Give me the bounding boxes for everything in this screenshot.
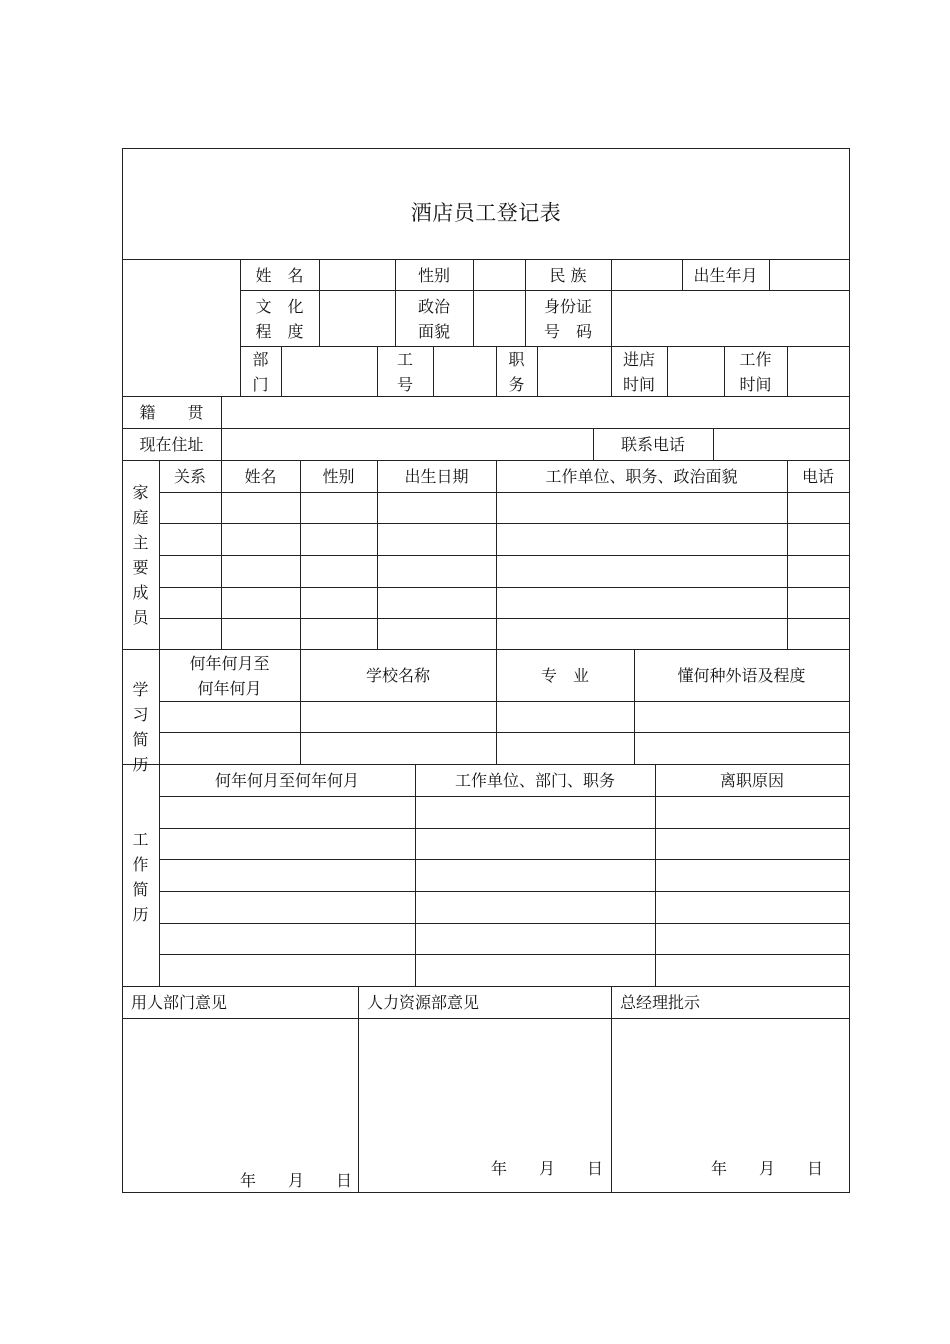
- label-worktime-line1: 工作: [739, 349, 772, 369]
- approval-dept-date: 年 月 日: [239, 1171, 352, 1190]
- label-department-line2: 门: [252, 374, 269, 394]
- family-side-char: 要: [132, 558, 149, 577]
- work-header-period: 何年何月至何年何月: [214, 771, 359, 790]
- family-header-gender: 性别: [322, 467, 355, 486]
- study-side-char: 简: [132, 730, 149, 749]
- family-section-label: [122, 470, 159, 640]
- rule: [159, 460, 160, 987]
- rule: [159, 828, 850, 829]
- rule: [655, 764, 656, 987]
- label-ethnicity: 民 族: [549, 266, 587, 285]
- label-position: [496, 347, 537, 396]
- study-header-period: [159, 650, 300, 701]
- rule: [122, 148, 850, 149]
- work-header-reason: 离职原因: [719, 771, 784, 790]
- rule: [159, 587, 850, 588]
- rule: [159, 732, 850, 733]
- study-side-char: 学: [132, 680, 149, 699]
- rule: [159, 701, 850, 702]
- family-header-phone: 电话: [801, 467, 834, 486]
- work-section-label: [122, 825, 159, 929]
- approval-gm-date: 年 月 日: [710, 1159, 823, 1178]
- label-work-time: [724, 347, 787, 396]
- label-education-line1: 文 化: [255, 296, 304, 316]
- rule: [713, 428, 714, 461]
- label-join-line1: 进店: [622, 349, 655, 369]
- label-id-line1: 身份证: [543, 296, 592, 316]
- label-worktime-line2: 时间: [739, 374, 772, 394]
- study-header-language: 懂何种外语及程度: [677, 666, 806, 685]
- work-side-char: 简: [132, 880, 149, 899]
- label-birth: 出生年月: [693, 266, 758, 285]
- family-side-char: 主: [132, 533, 149, 552]
- label-gender: 性别: [417, 266, 450, 285]
- rule: [787, 346, 788, 397]
- label-join-date: [611, 347, 667, 396]
- rule: [433, 346, 434, 397]
- study-section-label: [122, 650, 159, 774]
- work-side-char: 工: [132, 830, 149, 849]
- study-side-char: 历: [132, 755, 149, 774]
- label-empno-line1: 工: [396, 349, 413, 369]
- rule: [537, 346, 538, 397]
- label-name: 姓 名: [255, 266, 304, 285]
- family-header-workplace: 工作单位、职务、政治面貌: [545, 467, 738, 486]
- family-side-char: 员: [132, 608, 149, 627]
- study-period-line2: 何年何月: [197, 678, 262, 698]
- approval-hr-date: 年 月 日: [490, 1159, 603, 1178]
- label-current-address: 现在住址: [139, 435, 204, 454]
- rule: [159, 923, 850, 924]
- rule: [611, 259, 612, 347]
- rule: [159, 796, 850, 797]
- study-side-stack: [132, 677, 148, 777]
- rule: [849, 148, 850, 1193]
- label-contact-phone: 联系电话: [620, 435, 685, 454]
- rule: [221, 396, 222, 461]
- label-empno-line2: 号: [396, 374, 413, 394]
- approval-dept-label: 用人部门意见: [131, 993, 228, 1012]
- label-employee-number: [377, 347, 433, 396]
- label-id-line2: 号 码: [543, 321, 592, 341]
- rule: [159, 859, 850, 860]
- label-position-line1: 职: [508, 349, 525, 369]
- family-side-char: 庭: [132, 508, 149, 527]
- rule: [667, 346, 668, 397]
- work-side-char: 历: [132, 905, 149, 924]
- rule: [159, 492, 850, 493]
- rule: [122, 428, 850, 429]
- rule: [281, 346, 282, 397]
- rule: [159, 891, 850, 892]
- approval-hr-label: 人力资源部意见: [367, 993, 480, 1012]
- label-political: [395, 291, 473, 346]
- rule: [159, 555, 850, 556]
- rule: [769, 259, 770, 291]
- family-header-relation: 关系: [173, 467, 206, 486]
- label-position-line2: 务: [508, 374, 525, 394]
- family-header-name: 姓名: [244, 467, 277, 486]
- form-title: 酒店员工登记表: [410, 200, 562, 225]
- label-department: [240, 347, 281, 396]
- rule: [300, 460, 301, 765]
- label-education-line2: 程 度: [255, 321, 304, 341]
- family-header-birthdate: 出生日期: [404, 467, 469, 486]
- rule: [159, 618, 850, 619]
- rule: [159, 523, 850, 524]
- work-header-unit: 工作单位、部门、职务: [454, 771, 615, 790]
- label-department-line1: 部: [252, 349, 269, 369]
- approval-gm-label: 总经理批示: [620, 993, 701, 1012]
- family-side-char: 家: [132, 483, 149, 502]
- rule: [122, 1018, 850, 1019]
- rule: [159, 954, 850, 955]
- label-id-number: [525, 291, 611, 346]
- label-education: [240, 291, 319, 346]
- rule: [415, 764, 416, 987]
- study-header-major: 专 业: [540, 666, 589, 685]
- label-political-line1: 政治: [417, 296, 450, 316]
- study-header-school: 学校名称: [365, 666, 430, 685]
- work-side-char: 作: [132, 855, 149, 874]
- rule: [319, 259, 320, 347]
- label-native-place: 籍 贯: [139, 403, 204, 422]
- rule: [496, 460, 497, 765]
- label-join-line2: 时间: [622, 374, 655, 394]
- study-side-char: 习: [132, 705, 149, 724]
- family-side-char: 成: [132, 583, 149, 602]
- rule: [473, 259, 474, 347]
- label-political-line2: 面貌: [417, 321, 450, 341]
- study-period-line1: 何年何月至: [189, 653, 270, 673]
